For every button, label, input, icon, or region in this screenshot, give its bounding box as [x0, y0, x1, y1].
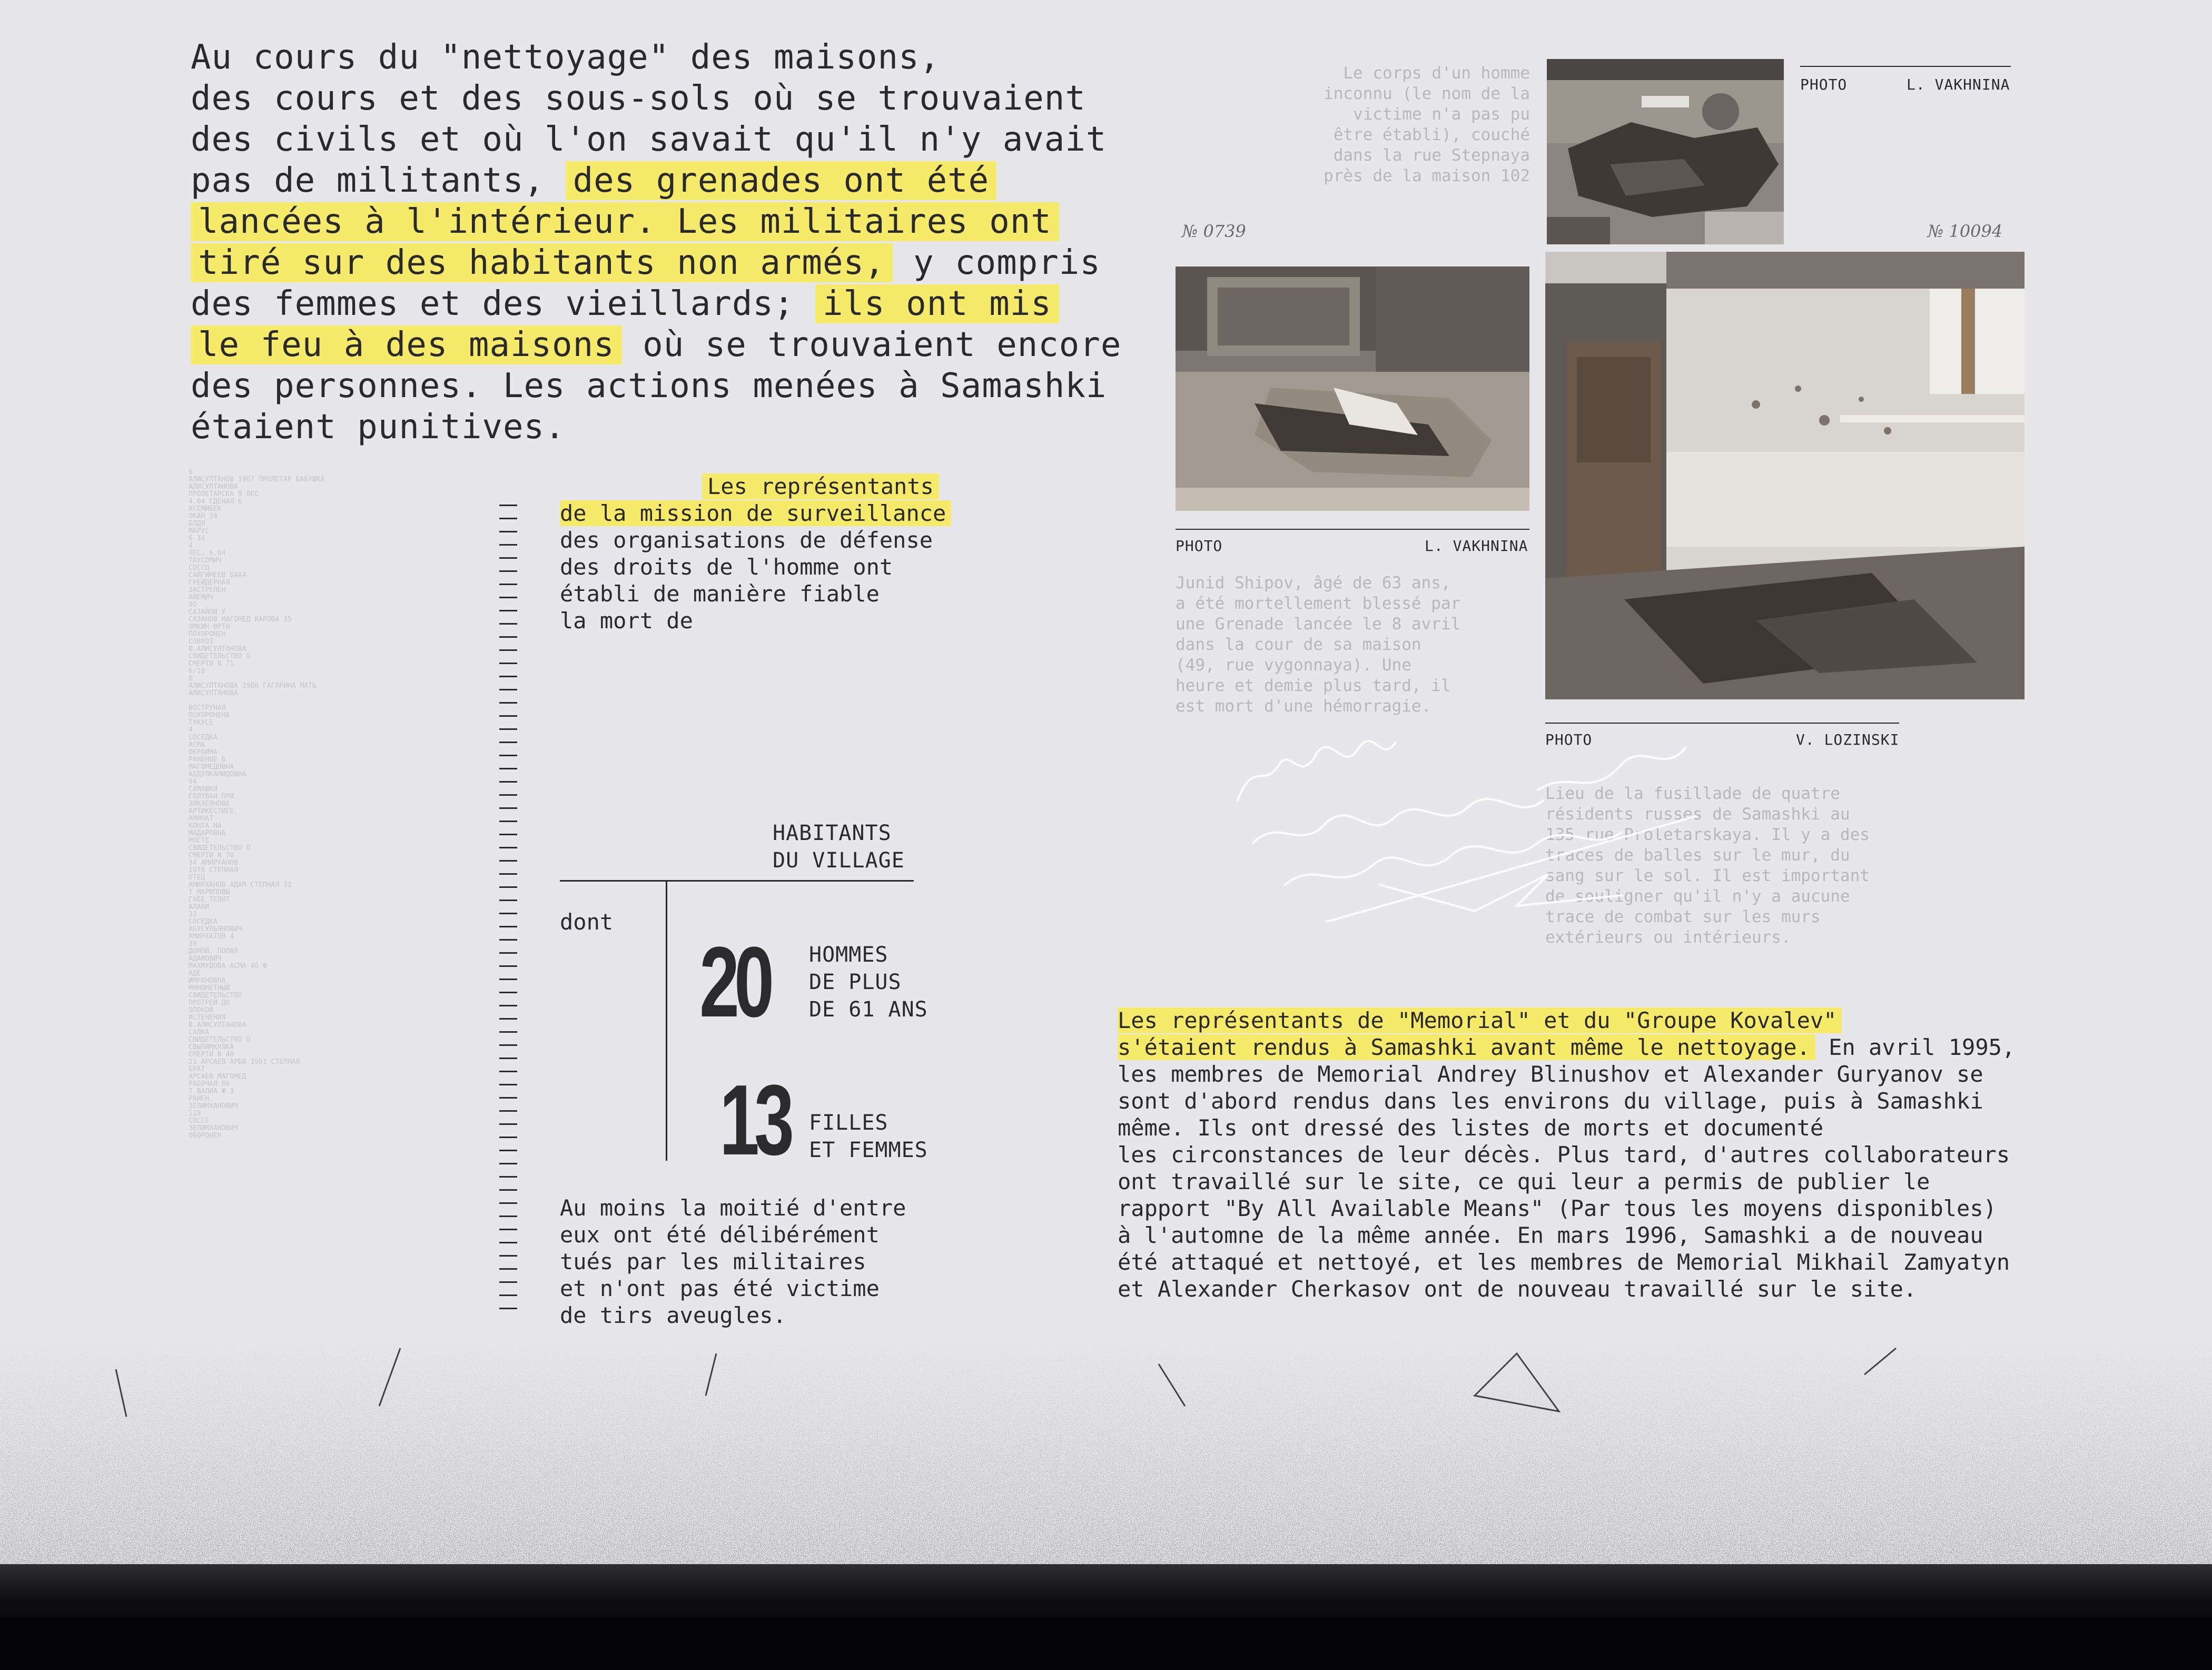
reps-line: établi de manière fiable — [560, 581, 880, 607]
photo2-author: L. VAKHNINA — [1425, 537, 1528, 555]
women-count: 13 — [719, 1064, 789, 1176]
photo1-caption: Le corps d'un homme inconnu (le nom de la victime n'a pas pu être établi), couché dans la rue Stepnaya près de la maison 102 — [1324, 64, 1530, 185]
memorial-line: à l'automne de la même année. En mars 1996, Samashki a de nouveau — [1118, 1222, 1983, 1248]
photo-room-bullet-holes — [1545, 252, 2025, 699]
memorial-highlight-2: s'étaient rendus à Samashki avant même le nettoyage. — [1118, 1034, 1815, 1060]
photo1-author: L. VAKHNINA — [1907, 76, 2010, 93]
lead-highlight-1: des grenades ont été lancées à l'intérieur. Les militaires ont tiré sur des habitants non armés, — [191, 161, 1059, 282]
inhabitants-title: HABITANTS DU VILLAGE — [773, 821, 905, 873]
memorial-line: les circonstances de leur décès. Plus tard, d'autres collaborateurs — [1118, 1142, 2010, 1168]
reps-line: des organisations de défense — [560, 527, 933, 553]
reps-line: la mort de — [560, 608, 693, 634]
photo3-caption: Lieu de la fusillade de quatre résidents russes de Samashki au 135 rue Proletarskaya. Il y a des traces de balles sur le mur, du sang sur le sol. Il est important de souligner qu'il n'y a aucune trace de combat sur les murs extérieurs ou intérieurs. — [1545, 784, 1870, 947]
inhabitants-vertical-divider — [666, 880, 667, 1161]
women-label: FILLES ET FEMMES — [809, 1111, 928, 1162]
photo3-label: PHOTO — [1545, 731, 1593, 748]
photo1-label: PHOTO — [1800, 76, 1848, 93]
memorial-line: sont d'abord rendus dans les environs du village, puis à Samashki — [1118, 1088, 1983, 1114]
lead-text-2: y compris des femmes et des vieillards; — [191, 243, 1101, 323]
photo-room-bullet-holes-image — [1545, 252, 2025, 699]
photo-body-street — [1547, 59, 1784, 244]
memorial-paragraph — [1118, 1007, 2092, 1302]
photo1-credit-rule — [1800, 66, 2011, 67]
photo-interior-bodies — [1176, 266, 1529, 511]
reps-highlight-1: Les représentants — [702, 473, 939, 499]
reps-highlight-2: de la mission de surveillance — [560, 500, 951, 526]
reps-line: des droits de l'homme ont — [560, 554, 893, 580]
dont-label: dont — [560, 909, 614, 935]
photo3-archive-number: № 10094 — [1928, 221, 2003, 241]
lead-paragraph — [191, 37, 1139, 448]
grunge-texture-footer — [0, 1332, 2212, 1670]
photo2-caption: Junid Shipov, âgé de 63 ans, a été mortellement blessé par une Grenade lancée le 8 avril dans la cour de sa maison (49, rue vygonnaya). Une heure et demie plus tard, il est mort d'une hémorragie. — [1176, 574, 1461, 716]
memorial-highlight-1: Les représentants de "Memorial" et du "Groupe Kovalev" — [1118, 1007, 1842, 1033]
tick-column — [499, 505, 517, 1320]
inhabitants-note: Au moins la moitié d'entre eux ont été délibérément tués par les militaires et n'ont pas été victime de tirs aveugles. — [560, 1195, 906, 1328]
photo2-label: PHOTO — [1176, 537, 1223, 555]
lead-text-3: où se trouvaient encore des personnes. Les actions menées à Samashki étaient punitives. — [191, 325, 1122, 447]
photo-body-street-image — [1547, 59, 1784, 244]
handwritten-signature — [1222, 685, 1780, 937]
memorial-line: et Alexander Cherkasov ont de nouveau travaillé sur le site. — [1118, 1276, 1917, 1302]
memorial-line: les membres de Memorial Andrey Blinushov et Alexander Guryanov se — [1118, 1061, 1983, 1087]
faded-victims-list: 6 АЛИСУЛТАНОВ 1967 ПРОЛЕТАР БАБУШКА АЛИСУЛТАНОВА ПРОЛЕТАРСКА 9 ЛЕС 4.04 ГДЕНАЯ 6 АСЕМИБЕК ОКАН 34 БЛДЯ МАРУС 6 34 4 ЛЕС, 6.04 ТАУСОМИЧ СОССЦ САЙГИМЕЕВ БАА4 ГРЕЙДЕРНАЯ ЗАСТРЕЛЕН АЙЕМИЧ 9О САЗАЙОЙ У САЗАНОВ МАГОМЕД КАРОВА 35 ОМКИН-ЮРТН ПОХОРОНЕН СОВХОЗ В.АЛИСУЛТАНОВА СВИДЕТЕЛЬСТВО О СМЕРТИ N 71 6/10 6 АЛИСУЛТАНОВА 1980 ГАГАРИНА МАТЬ АЛИСУЛТАНОВА ВОСТРУНАЯ ПОХОРОНЕНА ТУКУСЕ 4 СОСЕДКА АСМА ОКРАИНА РАНЕНИЕ 6 МАГОМЕДОВНА АБДУЛКАМИДОВНА 94 САМАШКИ ГОЛУВАЯ ПРИ ЗИКАЕВНОВА АРТИКЕСТИЕЕ. АМИНАТ КОНТА НА МАДАРОВНА МОСТЕ СВИДЕТЕЛЬСТВО О СМЕРТИ N 70 34 АМИРХАНОВ 1978 СТЕПНАЯ ОТЕЦ АМИРХАНОВ АДАМ СТЕПНАЯ 32 Т МАРИПОВЫ ГАБЕ ТЕЛИТ АЛАНИ 33 СОСЕДКА АБУСУЛЬЯНОВИЧ АМИРХАТОВ 4 39 ДОМОЙ. ПОПАЛ АДАМОВИЧ МАХМУДОВА АСМА 46 Ф АДЕ ИМРАНОВНА МИНОМЕТНЫЙ СВИДЕТЕЛЬСТВО ПРОТРЕЙ ДО ОПОКОЙ ИСТЕЧЕНИЯ В.АЛИСУЛТАНОВА САЛКА СВИДЕТЕЛЬСТВО О СВЫЛИМКУЛКА СМЕРТИ N 40 21 АРСАЕВ АРБИ 1981 СТЕПНАЯ БРАТ АРСАЕВ МАГОМЕД РАБОЧАЯ 86 7 ВАЛИА Ж 3 РАНЕН. ЗЕЛИМХАНОВИЧ 119 СОССЕ ЗЕЛИМХАНОВИЧ ОБОРОНЕН — [189, 468, 325, 1140]
photo3-author: V. LOZINSKI — [1796, 731, 1900, 748]
memorial-line: été attaqué et nettoyé, et les membres de Memorial Mikhail Zamyatyn — [1118, 1249, 2010, 1275]
men-label: HOMMES DE PLUS DE 61 ANS — [809, 943, 928, 1022]
photo-interior-bodies-image — [1176, 266, 1529, 511]
lead-highlight-2: ils ont mis le feu à des maisons — [191, 284, 1059, 364]
photo2-archive-number: № 0739 — [1182, 221, 1246, 241]
memorial-line: ont travaillé sur le site, ce qui leur a permis de publier le — [1118, 1169, 1930, 1194]
inhabitants-divider — [560, 880, 914, 882]
memorial-line2-rest: En avril 1995, — [1815, 1034, 2016, 1060]
men-count: 20 — [699, 926, 769, 1038]
memorial-line: même. Ils ont dressé des listes de morts et documenté — [1118, 1115, 1824, 1141]
memorial-line: rapport "By All Available Means" (Par tous les moyens disponibles) — [1118, 1195, 1997, 1221]
representatives-paragraph — [560, 473, 992, 634]
lead-text-1: Au cours du "nettoyage" des maisons, des cours et des sous-sols où se trouvaient des civils et où l'on savait qu'il n'y avait pas de militants, — [191, 38, 1107, 200]
photo2-credit-rule — [1176, 529, 1529, 530]
